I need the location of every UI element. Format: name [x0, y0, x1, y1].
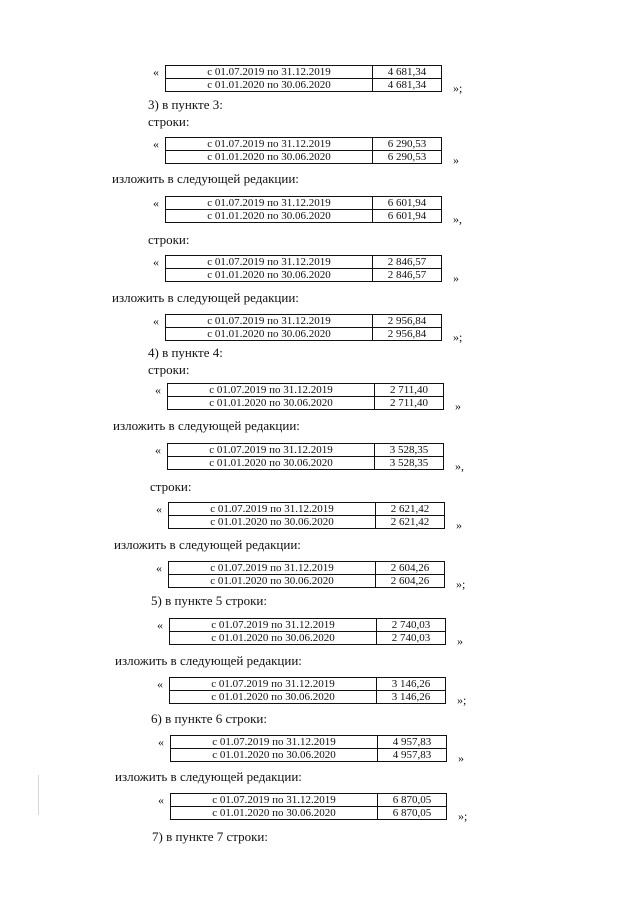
value-cell: 2 604,26 — [376, 575, 445, 588]
rate-table — [169, 618, 446, 645]
period-cell: с 01.01.2020 по 30.06.2020 — [168, 397, 375, 410]
period-cell: с 01.07.2019 по 31.12.2019 — [170, 619, 377, 632]
paragraph-text: 6) в пункте 6 строки: — [151, 711, 267, 726]
value-cell: 2 740,03 — [377, 632, 446, 645]
open-quote: « — [153, 196, 159, 210]
rate-table — [170, 735, 447, 762]
table-row — [169, 575, 445, 588]
period-cell: с 01.01.2020 по 30.06.2020 — [166, 79, 373, 92]
period-cell: с 01.01.2020 по 30.06.2020 — [170, 632, 377, 645]
table-row — [171, 794, 447, 807]
value-cell: 2 711,40 — [375, 384, 444, 397]
table-row — [166, 328, 442, 341]
table-row — [166, 151, 442, 164]
value-cell: 6 870,05 — [378, 794, 447, 807]
value-cell: 3 528,35 — [375, 457, 444, 470]
period-cell: с 01.01.2020 по 30.06.2020 — [166, 328, 373, 341]
paragraph-text: строки: — [148, 114, 190, 129]
value-cell: 3 146,26 — [377, 691, 446, 704]
close-quote: », — [455, 459, 464, 473]
period-cell: с 01.01.2020 по 30.06.2020 — [166, 151, 373, 164]
period-cell: с 01.01.2020 по 30.06.2020 — [168, 457, 375, 470]
close-quote: » — [455, 399, 461, 413]
paragraph-text: строки: — [150, 479, 192, 494]
table-row — [171, 736, 447, 749]
value-cell: 6 290,53 — [373, 151, 442, 164]
table-row — [170, 678, 446, 691]
paragraph-text: изложить в следующей редакции: — [112, 171, 299, 186]
table-row — [168, 384, 444, 397]
rate-table — [165, 196, 442, 223]
period-cell: с 01.01.2020 по 30.06.2020 — [171, 749, 378, 762]
value-cell: 4 957,83 — [378, 749, 447, 762]
value-cell: 2 621,42 — [376, 516, 445, 529]
close-quote: »; — [456, 577, 466, 591]
period-cell: с 01.01.2020 по 30.06.2020 — [169, 575, 376, 588]
open-quote: « — [156, 502, 162, 516]
table-row — [166, 210, 442, 223]
rate-table — [167, 383, 444, 410]
table-row — [169, 562, 445, 575]
close-quote: »; — [453, 81, 463, 95]
paragraph-text: строки: — [148, 232, 190, 247]
paragraph-text: 4) в пункте 4: — [148, 345, 223, 360]
period-cell: с 01.07.2019 по 31.12.2019 — [171, 794, 378, 807]
table-row — [170, 619, 446, 632]
rate-table — [165, 137, 442, 164]
paragraph-text: изложить в следующей редакции: — [114, 537, 301, 552]
paragraph-text: изложить в следующей редакции: — [112, 290, 299, 305]
table-row — [166, 315, 442, 328]
paragraph-text: изложить в следующей редакции: — [113, 418, 300, 433]
period-cell: с 01.07.2019 по 31.12.2019 — [166, 315, 373, 328]
period-cell: с 01.07.2019 по 31.12.2019 — [166, 138, 373, 151]
table-row — [169, 503, 445, 516]
period-cell: с 01.07.2019 по 31.12.2019 — [166, 66, 373, 79]
open-quote: « — [155, 383, 161, 397]
table-row — [168, 444, 444, 457]
open-quote: « — [153, 314, 159, 328]
value-cell: 6 290,53 — [373, 138, 442, 151]
rate-table — [170, 793, 447, 820]
close-quote: » — [453, 271, 459, 285]
value-cell: 2 604,26 — [376, 562, 445, 575]
value-cell: 3 528,35 — [375, 444, 444, 457]
period-cell: с 01.07.2019 по 31.12.2019 — [171, 736, 378, 749]
table-row — [166, 66, 442, 79]
open-quote: « — [155, 443, 161, 457]
table-row — [169, 516, 445, 529]
close-quote: »; — [458, 809, 468, 823]
open-quote: « — [158, 735, 164, 749]
value-cell: 4 681,34 — [373, 79, 442, 92]
period-cell: с 01.07.2019 по 31.12.2019 — [169, 503, 376, 516]
table-row — [166, 197, 442, 210]
period-cell: с 01.07.2019 по 31.12.2019 — [169, 562, 376, 575]
value-cell: 6 870,05 — [378, 807, 447, 820]
table-row — [166, 256, 442, 269]
rate-table — [168, 502, 445, 529]
value-cell: 6 601,94 — [373, 210, 442, 223]
value-cell: 2 846,57 — [373, 269, 442, 282]
close-quote: » — [456, 518, 462, 532]
period-cell: с 01.07.2019 по 31.12.2019 — [170, 678, 377, 691]
rate-table — [168, 561, 445, 588]
paragraph-text: изложить в следующей редакции: — [115, 653, 302, 668]
period-cell: с 01.07.2019 по 31.12.2019 — [166, 197, 373, 210]
rate-table — [169, 677, 446, 704]
period-cell: с 01.01.2020 по 30.06.2020 — [166, 210, 373, 223]
close-quote: », — [453, 212, 462, 226]
open-quote: « — [153, 137, 159, 151]
open-quote: « — [156, 561, 162, 575]
rate-table — [165, 314, 442, 341]
table-row — [168, 457, 444, 470]
period-cell: с 01.07.2019 по 31.12.2019 — [166, 256, 373, 269]
value-cell: 6 601,94 — [373, 197, 442, 210]
close-quote: » — [458, 751, 464, 765]
paragraph-text: 3) в пункте 3: — [148, 97, 223, 112]
value-cell: 2 740,03 — [377, 619, 446, 632]
table-row — [170, 691, 446, 704]
period-cell: с 01.01.2020 по 30.06.2020 — [169, 516, 376, 529]
open-quote: « — [157, 618, 163, 632]
close-quote: »; — [453, 330, 463, 344]
close-quote: »; — [457, 693, 467, 707]
period-cell: с 01.07.2019 по 31.12.2019 — [168, 444, 375, 457]
close-quote: » — [453, 153, 459, 167]
rate-table — [167, 443, 444, 470]
table-row — [166, 269, 442, 282]
paragraph-text: 7) в пункте 7 строки: — [152, 829, 268, 844]
table-row — [171, 807, 447, 820]
value-cell: 2 956,84 — [373, 328, 442, 341]
table-row — [166, 79, 442, 92]
value-cell: 3 146,26 — [377, 678, 446, 691]
table-row — [166, 138, 442, 151]
table-row — [171, 749, 447, 762]
value-cell: 2 956,84 — [373, 315, 442, 328]
open-quote: « — [158, 793, 164, 807]
open-quote: « — [153, 255, 159, 269]
period-cell: с 01.01.2020 по 30.06.2020 — [166, 269, 373, 282]
open-quote: « — [153, 65, 159, 79]
table-row — [168, 397, 444, 410]
period-cell: с 01.01.2020 по 30.06.2020 — [170, 691, 377, 704]
paragraph-text: изложить в следующей редакции: — [115, 769, 302, 784]
paragraph-text: строки: — [148, 362, 190, 377]
open-quote: « — [157, 677, 163, 691]
rate-table — [165, 65, 442, 92]
close-quote: » — [457, 634, 463, 648]
paragraph-text: 5) в пункте 5 строки: — [151, 593, 267, 608]
value-cell: 2 621,42 — [376, 503, 445, 516]
period-cell: с 01.07.2019 по 31.12.2019 — [168, 384, 375, 397]
margin-mark — [38, 775, 39, 815]
rate-table — [165, 255, 442, 282]
period-cell: с 01.01.2020 по 30.06.2020 — [171, 807, 378, 820]
value-cell: 4 957,83 — [378, 736, 447, 749]
value-cell: 4 681,34 — [373, 66, 442, 79]
table-row — [170, 632, 446, 645]
value-cell: 2 846,57 — [373, 256, 442, 269]
value-cell: 2 711,40 — [375, 397, 444, 410]
